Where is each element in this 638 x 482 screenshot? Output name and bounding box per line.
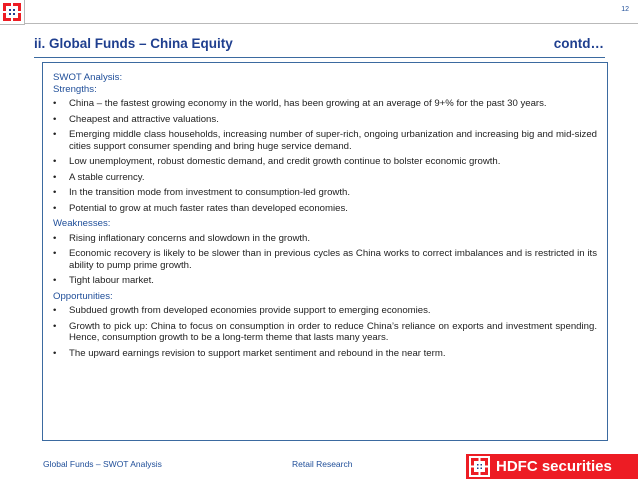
list-item: • Tight labour market. [53, 275, 154, 286]
title-divider [34, 57, 605, 58]
weaknesses-heading: Weaknesses: [53, 218, 111, 229]
weaknesses-list [53, 233, 597, 287]
top-divider [24, 23, 638, 24]
list-item: • Growth to pick up: China to focus on consumption in order to reduce China’s reliance on exports and investment spending. Hence, consumption growth to be a long-term theme that lasts many years. [53, 320, 597, 343]
hdfc-logo-icon [0, 0, 25, 25]
list-item: • Subdued growth from developed economies provide support to emerging economies. [53, 305, 431, 316]
page-number: 12 [621, 6, 629, 13]
bullet-icon: • [53, 187, 57, 198]
list-item: • A stable currency. [53, 171, 145, 183]
bullet-icon: • [53, 202, 57, 214]
hdfc-brand-logo-icon [469, 456, 490, 477]
bullet-icon: • [53, 347, 57, 359]
list-item: • Potential to grow at much faster rates than developed economies. [53, 202, 348, 214]
bullet-icon: • [53, 129, 57, 140]
list-item: • Emerging middle class households, increasing number of super-rich, ongoing urbanization and increasing big and mid-sized cities support consumer spending and bring huge service demand. [53, 129, 597, 152]
list-item: • The upward earnings revision to support market sentiment and rebound in the near term. [53, 347, 446, 359]
bullet-icon: • [53, 275, 57, 286]
bullet-icon: • [53, 305, 57, 316]
footer-left-text: Global Funds – SWOT Analysis [43, 459, 162, 469]
bullet-icon: • [53, 171, 57, 183]
strengths-heading: Strengths: [53, 83, 97, 95]
bullet-icon: • [53, 248, 57, 259]
footer-center-text: Retail Research [292, 459, 353, 469]
brand-name: HDFC securities [496, 458, 612, 475]
opportunities-heading: Opportunities: [53, 290, 113, 302]
list-item: • In the transition mode from investment to consumption-led growth. [53, 187, 351, 198]
list-item: • China – the fastest growing economy in the world, has been growing at an average of 9+% for the past 30 years. [53, 98, 547, 109]
title-bar [34, 32, 604, 56]
opportunities-list [53, 305, 597, 359]
strengths-list [53, 98, 597, 214]
bullet-icon: • [53, 320, 57, 332]
swot-heading: SWOT Analysis: [53, 72, 123, 83]
bullet-icon: • [53, 156, 57, 167]
bullet-icon: • [53, 232, 57, 244]
contd-label: contd… [553, 36, 604, 51]
list-item: • Low unemployment, robust domestic demand, and credit growth continue to bolster economic growth. [53, 156, 501, 167]
list-item: • Economic recovery is likely to be slower than in previous cycles as China works to correct imbalances and is restricted in its ability to pump prime growth. [53, 248, 597, 271]
page-title: ii. Global Funds – China Equity [34, 36, 233, 51]
bullet-icon: • [53, 113, 57, 125]
bullet-icon: • [53, 98, 57, 109]
brand-banner [466, 454, 638, 479]
swot-content-box [42, 62, 608, 441]
list-item: • Cheapest and attractive valuations. [53, 113, 219, 125]
list-item: • Rising inflationary concerns and slowdown in the growth. [53, 232, 311, 244]
